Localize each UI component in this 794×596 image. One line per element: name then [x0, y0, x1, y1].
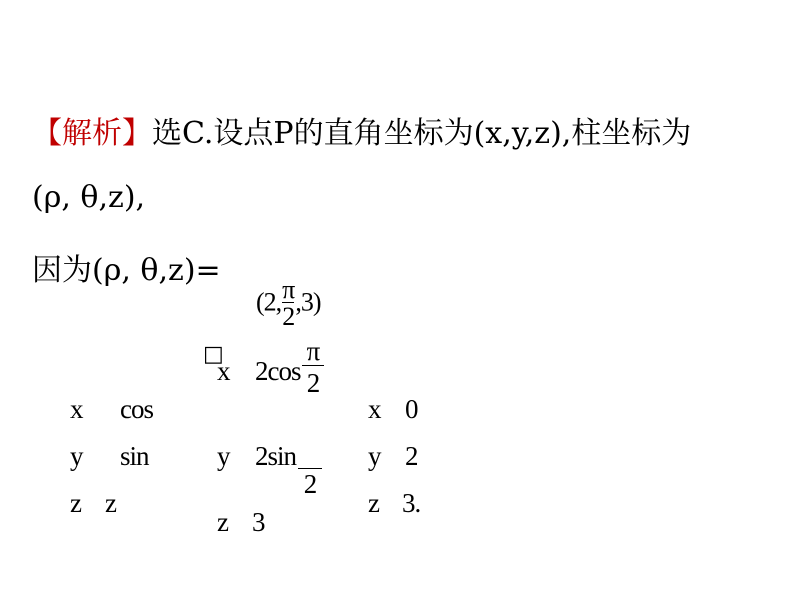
result-z-val: 3.: [402, 488, 421, 518]
intro-line-1: [32, 108, 691, 152]
given-pi: π: [282, 275, 295, 304]
result-x-val: 0: [405, 394, 418, 424]
given-fraction: [282, 275, 295, 331]
general-x-var: x: [70, 394, 83, 424]
given-two: 2: [282, 302, 295, 331]
sub-x-var: x: [217, 356, 230, 386]
intro-text-1: 选C.设点P的直角坐标为(x,y,z),柱坐标为: [152, 116, 692, 151]
sub-x-den: 2: [302, 365, 324, 400]
general-y-var: y: [70, 441, 83, 471]
general-x-rhs: cos: [120, 394, 153, 424]
sub-y-den: 2: [298, 468, 322, 499]
result-y-val: 2: [405, 441, 418, 471]
given-open: (2,: [256, 287, 282, 317]
sub-x-rhs: 2cos: [255, 356, 301, 386]
general-y-rhs: sin: [120, 441, 149, 471]
sub-x-pi: π: [306, 336, 320, 366]
sub-z-rhs: 3: [252, 507, 265, 537]
given-coordinates: [256, 275, 321, 331]
given-close: ,3): [295, 287, 321, 317]
intro-line-3: 因为(ρ, θ,z)=: [32, 253, 221, 288]
result-y-var: y: [368, 441, 381, 471]
sub-y-rhs: 2sin: [255, 441, 297, 471]
result-z-var: z: [368, 488, 379, 518]
sub-z-var: z: [217, 507, 228, 537]
general-z-rhs: z: [105, 488, 116, 518]
sub-y-var: y: [217, 441, 230, 471]
general-z-var: z: [70, 488, 81, 518]
sub-x-fraction: [302, 337, 324, 400]
intro-line-2: (ρ, θ,z),: [32, 180, 146, 215]
missing-glyph-icon: □: [203, 342, 224, 367]
sub-y-fraction: [298, 440, 322, 499]
result-x-var: x: [368, 394, 381, 424]
analysis-tag: 【解析】: [32, 116, 152, 151]
